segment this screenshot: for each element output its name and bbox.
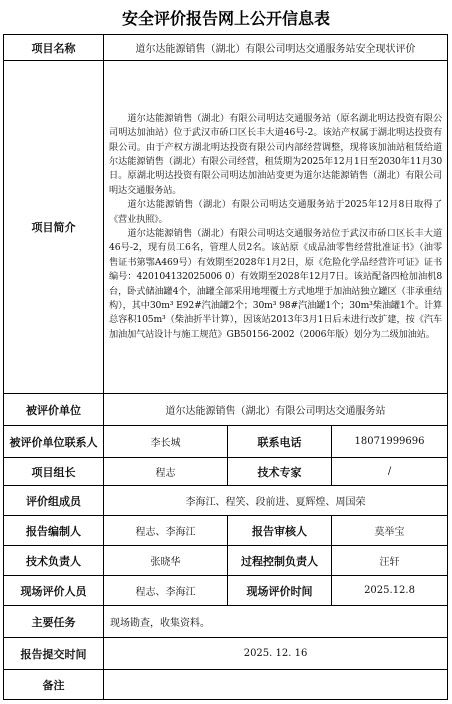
submit-time-label: 报告提交时间 (4, 638, 104, 670)
row-submit-time (4, 638, 448, 670)
compiler-value: 程志、李海江 (104, 516, 228, 546)
expert-label: 技术专家 (228, 458, 332, 486)
summary-paragraph-3: 道尔达能源销售（湖北）有限公司明达交通服务站位于武汉市硚口区长丰大道46号-2，现有员工6名，管理人员2名。该站原《成品油零售经营批准证书》（油零售证书第鄂A469号）有效期至2028年1月2日，原《危险化学品经营许可证》证书编号：420104132025006 0）有效期至2028年12月7日。该站配备四枪加油机8台，卧式储油罐4个，油罐全部采用地埋覆土方式地埋于加油站独立罐区（非承重结构），其中30m³ E92#汽油罐2个；30m³ 98#汽油罐1个；30m³柴油罐1个。计算总容积105m³（柴油折半计算），因该站2013年3月1日后未进行改扩建，按《汽车加油加气站设计与施工规范》GB50156-2002（2006年版）划分为二级加油站。 (109, 228, 443, 340)
field-value: 程志、李海江 (104, 576, 228, 606)
tasks-value: 现场勘查，收集资料。 (104, 606, 448, 638)
row-tech-lead (4, 546, 448, 576)
row-field (4, 576, 448, 606)
field-time-value: 2025.12.8 (332, 576, 448, 606)
row-remarks (4, 670, 448, 700)
members-value: 李海江、程笑、段前进、夏辉煌、周国荣 (104, 486, 448, 516)
page-title: 安全评价报告网上公开信息表 (121, 8, 330, 28)
members-label: 评价组成员 (4, 486, 104, 516)
contact-value: 李长城 (104, 426, 228, 458)
tech-lead-label: 技术负责人 (4, 546, 104, 576)
evaluated-unit-label: 被评价单位 (4, 394, 104, 426)
row-summary (4, 61, 448, 394)
reviewer-value: 莫举宝 (332, 516, 448, 546)
field-label: 现场评价人员 (4, 576, 104, 606)
row-tasks (4, 606, 448, 638)
evaluated-unit-value: 道尔达能源销售（湖北）有限公司明达交通服务站 (104, 394, 448, 426)
project-name-label: 项目名称 (4, 35, 104, 61)
field-time-label: 现场评价时间 (228, 576, 332, 606)
leader-value: 程志 (104, 458, 228, 486)
project-name-value: 道尔达能源销售（湖北）有限公司明达交通服务站安全现状评价 (104, 35, 448, 61)
expert-value: / (332, 458, 448, 486)
process-value: 汪轩 (332, 546, 448, 576)
summary-label: 项目简介 (4, 61, 104, 394)
summary-paragraph-1: 道尔达能源销售（湖北）有限公司明达交通服务站（原名湖北明达投资有限公司明达加油站）位于武汉市硚口区长丰大道46号-2。该站产权属于湖北明达投资有限公司。由于产权方湖北明达投资有限公司内部经营调整，现将该加油站租赁给道尔达能源销售（湖北）有限公司经营，租赁期为2025年12月1日至2030年11月30日。原湖北明达投资有限公司明达加油站变更为道尔达能源销售（湖北）有限公司明达交通服务站。 (109, 112, 443, 196)
info-table (3, 34, 448, 700)
tech-lead-value: 张晓华 (104, 546, 228, 576)
phone-value: 18071999696 (332, 426, 448, 458)
row-members (4, 486, 448, 516)
tasks-label: 主要任务 (4, 606, 104, 638)
remarks-label: 备注 (4, 670, 104, 700)
compiler-label: 报告编制人 (4, 516, 104, 546)
process-label: 过程控制负责人 (228, 546, 332, 576)
summary-paragraph-2: 道尔达能源销售（湖北）有限公司明达交通服务站于2025年12月8日取得了《营业执照》。 (109, 199, 443, 225)
row-contact (4, 426, 448, 458)
submit-time-value: 2025. 12. 16 (104, 638, 448, 670)
row-leader (4, 458, 448, 486)
row-compiler (4, 516, 448, 546)
row-project-name (4, 35, 448, 61)
leader-label: 项目组长 (4, 458, 104, 486)
row-evaluated-unit (4, 394, 448, 426)
contact-label: 被评价单位联系人 (4, 426, 104, 458)
reviewer-label: 报告审核人 (228, 516, 332, 546)
phone-label: 联系电话 (228, 426, 332, 458)
summary-content (104, 61, 448, 394)
remarks-value (104, 670, 448, 700)
